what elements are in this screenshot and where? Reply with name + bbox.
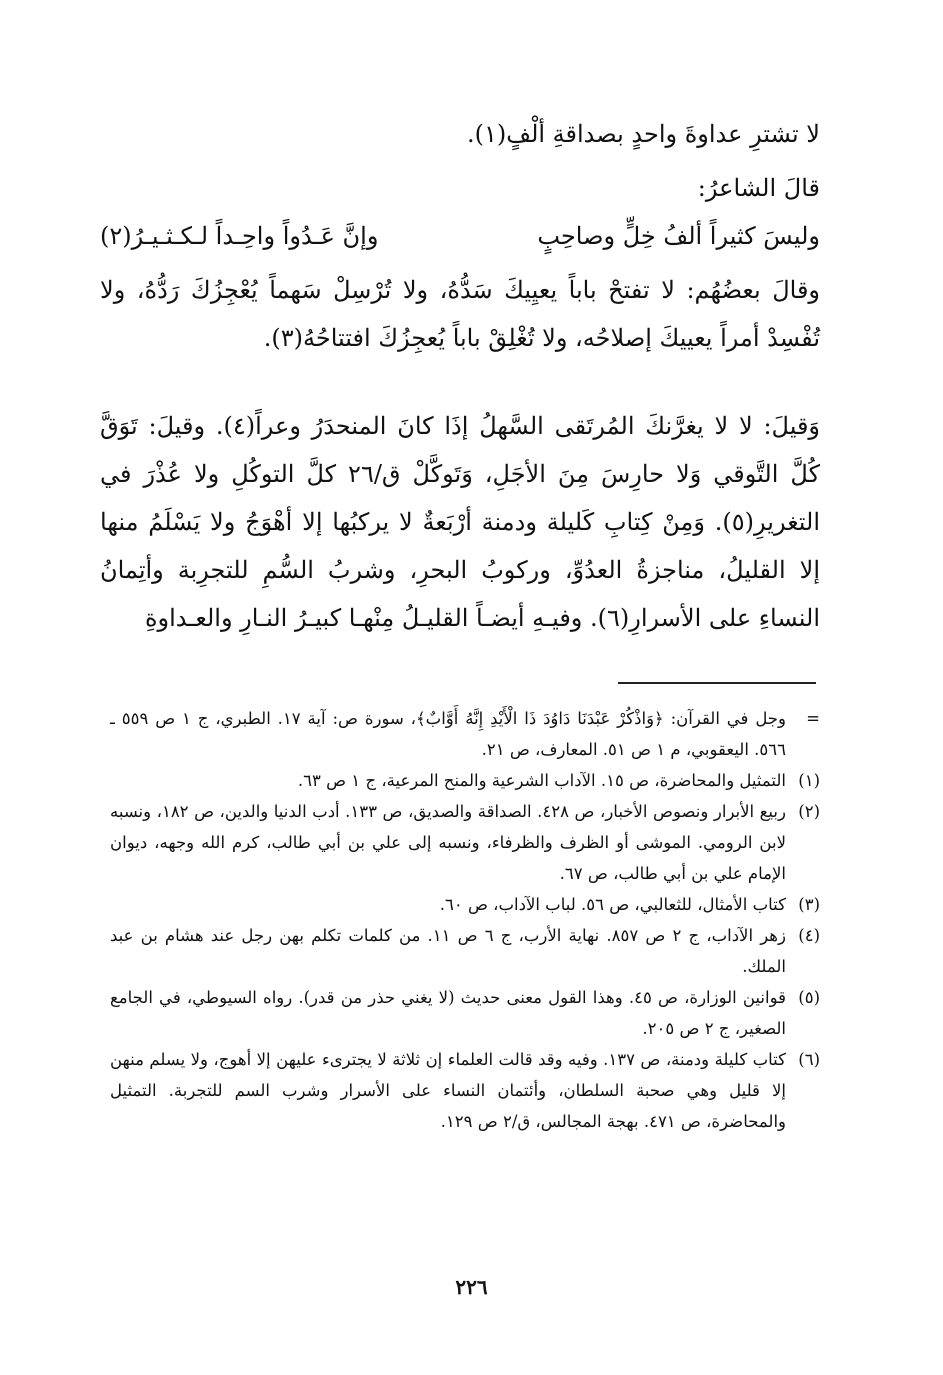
footnote-continued [110, 703, 820, 765]
paragraph-sayings: وقالَ بعضُهُم: لا تفتحْ باباً يعيِيكَ سَدُّهُ، ولا تُرْسِلْ سَهماً يُعْجِزُكَ رَدُّهُ، ولا تُفْسِدْ أمراً يعييكَ إصلاحُه، ولا تُغْلِقْ باباً يُعجِزُكَ افتتاحُهُ(٣). [100, 276, 820, 352]
footnote-1 [110, 765, 820, 796]
poetry-verse [100, 212, 820, 260]
footnote-marker: = [806, 709, 820, 728]
poet-intro: قالَ الشاعرُ: [697, 174, 820, 202]
footnote-5 [110, 982, 820, 1044]
main-text [100, 110, 820, 642]
footnotes [110, 703, 820, 1137]
footnote-number: (٣) [798, 895, 820, 914]
footnote-3 [110, 889, 820, 920]
footnote-number: (٦) [798, 1050, 820, 1069]
footnote-text: وجل في القرآن: ﴿وَاذْكُرْ عَبْدَنَا دَاوُدَ ذَا الْأَيْدِ إِنَّهُ أَوَّابٌ﴾، سورة ص: آية ١٧. الطبري، ج ١ ص ٥٥٩ ـ ٥٦٦. اليعقوبي، م ١ ص ٥١. المعارف، ص ٢١. [110, 709, 786, 759]
footnote-4 [110, 920, 820, 982]
paragraph-quotes: وَقيلَ: لا لا يغرَّنكَ المُرتَقى السَّهلُ إذَا كانَ المنحدَرُ وعراً(٤). وقيلَ: تَوَقَّ كُلَّ التَّوقي وَلا حارِسَ مِنَ الأجَلِ، وَتَوكَّلْ ق/٢٦ كلَّ التوكُلِ ولا عُذْرَ في التغريرِ(٥). وَمِنْ كِتابِ كَليلة ودمنة أرْبَعةٌ لا يركبُها إلا أهْوَجُ ولا يَسْلَمُ منها إلا القليلُ، مناجزةُ العدُوِّ، وركوبُ البحرِ، وشربُ السُّمِ للتجرِبة وأتِمانُ النساءِ على الأسرارِ(٦). وفيـهِ أيضـاً القليـلُ مِنْهـا كبيـرُ النـارِ والعـداوةِ [100, 412, 821, 632]
footnote-text: قوانين الوزارة، ص ٤٥. وهذا القول معنى حديث (لا يغني حذر من قدر). رواه السيوطي، في الجامع الصغير، ج ٢ ص ٢٠٥. [110, 988, 786, 1038]
footnote-divider [618, 682, 816, 684]
footnote-text: التمثيل والمحاضرة، ص ١٥. الآداب الشرعية والمنح المرعية، ج ١ ص ٦٣. [297, 771, 786, 790]
verse-first-hemistich: وليسَ كثيراً ألفُ خِلٍّ وصاحِبٍ [537, 222, 820, 250]
footnote-text: كتاب الأمثال، للثعالبي، ص ٥٦. لباب الآداب، ص ٦٠. [439, 895, 786, 914]
footnote-text: ربيع الأبرار ونصوص الأخبار، ص ٤٢٨. الصداقة والصديق، ص ١٣٣. أدب الدنيا والدين، ص ١٨٢، ونسبه لابن الرومي. الموشى أو الظرف والظرفاء، ونسبه إلى علي بن أبي طالب، كرم الله وجهه، ديوان الإمام علي بن أبي طالب، ص ٦٧. [110, 802, 786, 883]
footnote-number: (٢) [798, 802, 820, 821]
verse-second-hemistich: وإنَّ عَـدُواً واحِـداً لـكـثـيـرُ(٢) [100, 222, 379, 250]
footnote-number: (٤) [798, 926, 820, 945]
footnote-text: زهر الآداب، ج ٢ ص ٨٥٧. نهاية الأرب، ج ٦ ص ١١. من كلمات تكلم بهن رجل عند هشام بن عبد الملك. [110, 926, 786, 976]
page-number: ٢٢٦ [455, 1275, 488, 1299]
footnote-number: (٥) [798, 988, 820, 1007]
footnote-2 [110, 796, 820, 889]
footnote-6 [110, 1044, 820, 1137]
footnote-number: (١) [798, 771, 820, 790]
footnote-text: كتاب كليلة ودمنة، ص ١٣٧. وفيه وقد قالت العلماء إن ثلاثة لا يجترىء عليهن إلا أهوج، ولا يسلم منهن إلا قليل وهي صحبة السلطان، وأئتمان النساء على الأسرار وشرب السم للتجربة. التمثيل والمحاضرة، ص ٤٧١. بهجة المجالس، ق/٢ ص ١٢٩. [110, 1050, 786, 1131]
opening-line: لا تشترِ عداوةَ واحدٍ بصداقةِ ألْفٍ(١). [466, 120, 820, 148]
